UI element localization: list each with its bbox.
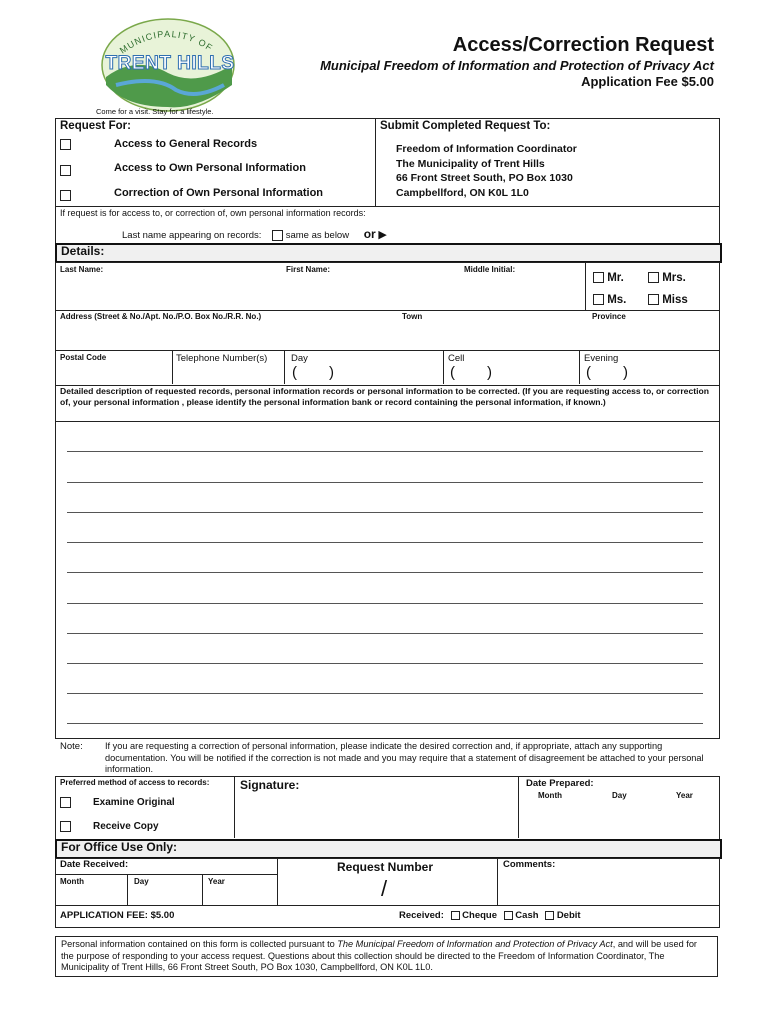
title-ms[interactable]: Ms. bbox=[593, 294, 626, 306]
submit-line: The Municipality of Trent Hills bbox=[396, 157, 545, 170]
description-line[interactable] bbox=[67, 542, 703, 543]
details-heading-bar bbox=[55, 243, 722, 263]
received-payment: Received: Cheque Cash Debit bbox=[399, 910, 581, 921]
telephone-label: Telephone Number(s) bbox=[176, 353, 268, 364]
checkbox-mrs[interactable] bbox=[648, 272, 659, 283]
request-box bbox=[55, 118, 720, 244]
description-line[interactable] bbox=[67, 572, 703, 573]
date-prepared-year: Year bbox=[676, 791, 693, 800]
town-label: Town bbox=[402, 312, 423, 321]
act-subtitle: Municipal Freedom of Information and Protection of Privacy Act bbox=[320, 58, 714, 73]
date-received-day: Day bbox=[134, 877, 149, 886]
submit-address bbox=[396, 142, 577, 200]
submit-line: Campbellford, ON K0L 1L0 bbox=[396, 186, 529, 199]
access-method-label: Preferred method of access to records: bbox=[60, 778, 210, 787]
checkbox-cash[interactable] bbox=[504, 911, 513, 920]
title-mrs[interactable]: Mrs. bbox=[648, 272, 686, 284]
date-prepared-month: Month bbox=[538, 791, 562, 800]
checkbox-same-as-below[interactable] bbox=[272, 230, 283, 241]
checkbox-ms[interactable] bbox=[593, 294, 604, 305]
submit-line: 66 Front Street South, PO Box 1030 bbox=[396, 172, 573, 184]
phone-evening-area[interactable]: ( ) bbox=[586, 364, 628, 381]
request-number-slash: / bbox=[381, 876, 388, 901]
municipality-logo bbox=[96, 15, 244, 121]
records-note: If request is for access to, or correction of, own personal information records: bbox=[60, 208, 366, 218]
description-line[interactable] bbox=[67, 633, 703, 634]
logo-tagline: Come for a visit. Stay for a lifestyle. bbox=[96, 107, 214, 116]
description-line[interactable] bbox=[67, 482, 703, 483]
title-mr[interactable]: Mr. bbox=[593, 272, 624, 284]
request-option-personal[interactable]: Access to Own Personal Information bbox=[60, 164, 71, 176]
application-fee-label: APPLICATION FEE: $5.00 bbox=[60, 910, 175, 921]
description-line[interactable] bbox=[67, 603, 703, 604]
province-label: Province bbox=[592, 312, 626, 321]
submit-label: Submit Completed Request To: bbox=[380, 120, 551, 132]
last-name-on-records: Last name appearing on records: same as below or ▶ bbox=[122, 227, 387, 241]
page-title: Access/Correction Request bbox=[452, 34, 714, 56]
note-text: If you are requesting a correction of personal information, please indicate the desired correction and, if appropriate, attach any supporting documentation. You will be notified if the correction is not made and you may require that a statement of disagreement be attached to your personal information. bbox=[105, 741, 704, 774]
checkbox-correction[interactable] bbox=[60, 190, 71, 201]
application-fee-header: Application Fee $5.00 bbox=[581, 74, 714, 89]
description-line[interactable] bbox=[67, 451, 703, 452]
date-received-label: Date Received: bbox=[60, 859, 129, 870]
request-option-correction[interactable]: Correction of Own Personal Information bbox=[60, 189, 71, 201]
request-for-label: Request For: bbox=[60, 120, 131, 132]
description-instructions: Detailed description of requested records, personal information records or personal information to be corrected. (If you are requesting access to, or correction of, your personal information , please identify the personal information bank or record containing the personal information, if known.) bbox=[60, 386, 709, 407]
description-line[interactable] bbox=[67, 663, 703, 664]
access-option-examine[interactable]: Examine Original bbox=[60, 797, 175, 808]
title-miss[interactable]: Miss bbox=[648, 294, 688, 306]
phone-cell-label: Cell bbox=[448, 353, 465, 364]
first-name-label: First Name: bbox=[286, 265, 331, 274]
phone-evening-label: Evening bbox=[584, 353, 619, 364]
phone-cell-area[interactable]: ( ) bbox=[450, 364, 492, 381]
last-name-label: Last Name: bbox=[60, 265, 104, 274]
access-option-copy[interactable]: Receive Copy bbox=[60, 821, 159, 832]
checkbox-cheque[interactable] bbox=[451, 911, 460, 920]
phone-day-area[interactable]: ( ) bbox=[292, 364, 334, 381]
details-heading: Details: bbox=[61, 244, 105, 258]
middle-initial-label: Middle Initial: bbox=[464, 265, 516, 274]
date-prepared-day: Day bbox=[612, 791, 627, 800]
date-received-year: Year bbox=[208, 877, 225, 886]
checkbox-mr[interactable] bbox=[593, 272, 604, 283]
logo-arc-text: MUNICIPALITY OF bbox=[117, 28, 215, 56]
submit-line: Freedom of Information Coordinator bbox=[396, 143, 577, 155]
privacy-footer: Personal information contained on this form is collected pursuant to The Municipal Freedom of Information and Protection of Privacy Act, and will be used for the purpose of responding to your access request. Questions about this collection should be directed to the Freedom of Information Coordinator, The Municipality of Trent Hills, 66 Front Street South, PO Box 1030, Campbellford, ON K0L 1L0. bbox=[55, 936, 718, 977]
checkbox-copy[interactable] bbox=[60, 821, 71, 832]
description-line[interactable] bbox=[67, 723, 703, 724]
checkbox-personal[interactable] bbox=[60, 165, 71, 176]
address-label: Address (Street & No./Apt. No./P.O. Box No./R.R. No.) bbox=[60, 312, 262, 321]
description-line[interactable] bbox=[67, 693, 703, 694]
request-option-general[interactable]: Access to General Records bbox=[60, 138, 71, 150]
office-heading: For Office Use Only: bbox=[61, 840, 178, 854]
arrow-right-icon: ▶ bbox=[378, 229, 387, 241]
description-line[interactable] bbox=[67, 512, 703, 513]
checkbox-general[interactable] bbox=[60, 139, 71, 150]
request-number-label: Request Number bbox=[337, 860, 434, 874]
checkbox-examine[interactable] bbox=[60, 797, 71, 808]
date-prepared-label: Date Prepared: bbox=[526, 778, 594, 789]
postal-code-label: Postal Code bbox=[60, 353, 107, 362]
description-box bbox=[55, 384, 720, 739]
comments-label: Comments: bbox=[503, 859, 556, 870]
checkbox-debit[interactable] bbox=[545, 911, 554, 920]
signature-label: Signature: bbox=[240, 778, 300, 792]
phone-day-label: Day bbox=[291, 353, 308, 364]
date-received-month: Month bbox=[60, 877, 84, 886]
note-label: Note: bbox=[60, 741, 83, 752]
signature-field[interactable] bbox=[236, 796, 516, 836]
checkbox-miss[interactable] bbox=[648, 294, 659, 305]
logo-name: TRENT HILLS bbox=[105, 53, 235, 74]
